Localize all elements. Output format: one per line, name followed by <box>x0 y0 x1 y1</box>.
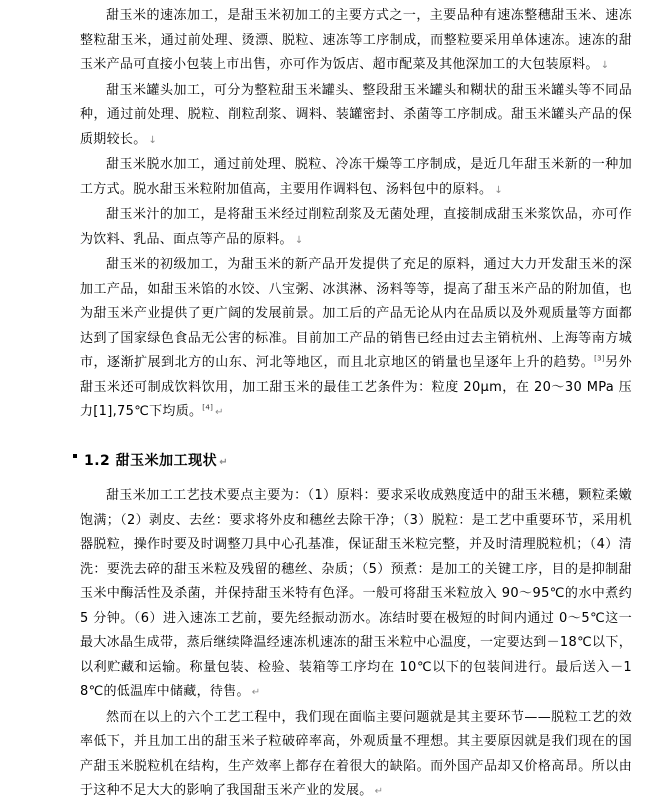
paragraph-process-points <box>80 484 632 706</box>
section-status <box>80 484 632 801</box>
citation-ref: [4] <box>202 403 214 412</box>
section-intro <box>80 4 632 426</box>
section-heading <box>84 449 228 475</box>
paragraph-mark: ↓ <box>148 134 158 146</box>
heading-text: 1.2 甜玉米加工现状 <box>84 453 218 469</box>
citation-ref: [3] <box>594 354 605 363</box>
paragraph-mark: ↵ <box>215 407 224 418</box>
paragraph-canning <box>80 79 632 154</box>
paragraph-text: 甜玉米脱水加工，通过前处理、脱粒、冷冻干燥等工序制成，是近几年甜玉米新的一种加工方式。脱水甜玉米粒附加值高，主要用作调料包、汤料包中的原料。 <box>80 157 632 197</box>
paragraph-text: 甜玉米加工工艺技术要点主要为：（1）原料：要求采收成熟度适中的甜玉米穗，颗粒柔嫩饱满；（2）剥皮、去丝：要求将外皮和穗丝去除干净；（3）脱粒：是工艺中重要环节，采用机器脱粒，操作时要及时调整刀具中心孔基准，保证甜玉米粒完整，并及时清理脱粒机；（4）清洗：要洗去碎的甜玉米粒及残留的穗丝、杂质；（5）预煮：是加工的关键工序，目的是抑制甜玉米中酶活性及杀菌，并保持甜玉米特有色泽。一般可将甜玉米粒放入 90～95℃的水中煮约 5 分钟。（6）进入速冻工艺前，要先经振动沥水。冻结时要在极短的时间内通过 0～5℃这一最大冰晶生成带，蒸后继续降温经速冻机速冻的甜玉米粒中心温度，一定要达到－18℃以下，以利贮藏和运输。称量包装、检验、装箱等工序均在 10℃以下的包装间进行。最后送入－18℃的低温库中储藏，待售。 <box>80 488 632 699</box>
paragraph-text: 另外甜玉米还可制成饮料饮用，加工甜玉米的最佳工艺条件为：粒度 20μm，在 20～30 MPa 压力[1],75℃下均质。 <box>80 355 632 419</box>
paragraph-mark: ↵ <box>374 786 384 797</box>
paragraph-mark: ↓ <box>600 60 610 71</box>
paragraph-text: 甜玉米的初级加工，为甜玉米的新产品开发提供了充足的原料，通过大力开发甜玉米的深加工产品，如甜玉米馅的水饺、八宝粥、冰淇淋、汤料等等，提高了甜玉米产品的附加值，也为甜玉米产业提供了更广阔的发展前景。加工后的产品无论从内在品质以及外观质量等方面都达到了国家绿色食品无公害的标准。目前加工产品的销售已经由过去主销杭州、上海等南方城市，逐渐扩展到北方的山东、河北等地区，而且北京地区的销量也呈逐年上升的趋势。 <box>80 257 632 370</box>
paragraph-text: 甜玉米的速冻加工，是甜玉米初加工的主要方式之一，主要品种有速冻整穗甜玉米、速冻整粒甜玉米，通过前处理、烫漂、脱粒、速冻等工序制成，而整粒要采用单体速冻。速冻的甜玉米产品可直接小包装上市出售，亦可作为饭店、超市配菜及其他深加工的大包装原料。 <box>80 8 632 72</box>
paragraph-mark: ↵ <box>219 457 229 468</box>
paragraph-quick-freeze <box>80 4 632 79</box>
paragraph-juice <box>80 203 632 253</box>
paragraph-mark: ↵ <box>251 687 261 698</box>
paragraph-text: 甜玉米汁的加工，是将甜玉米经过削粒刮浆及无菌处理，直接制成甜玉米浆饮品，亦可作为饮料、乳品、面点等产品的原料。 <box>80 207 632 247</box>
paragraph-dehydration <box>80 153 632 203</box>
paragraph-text: 然而在以上的六个工艺工程中，我们现在面临主要问题就是其主要环节——脱粒工艺的效率低下，并且加工出的甜玉米子粒破碎率高，外观质量不理想。其主要原因就是我们现在的国产甜玉米脱粒机在结构，生产效率上都存在着很大的缺陷。而外国产品却又价格高昂。所以由于这种不足大大的影响了我国甜玉米产业的发展。 <box>80 709 632 798</box>
paragraph-text: 甜玉米罐头加工，可分为整粒甜玉米罐头、整段甜玉米罐头和糊状的甜玉米罐头等不同品种，通过前处理、脱粒、削粒刮浆、调料、装罐密封、杀菌等工序制成。甜玉米罐头产品的保质期较长。 <box>80 82 632 147</box>
paragraph-mark: ↓ <box>494 184 503 196</box>
paragraph-primary-processing <box>80 253 632 426</box>
heading-bullet-marker <box>73 454 77 458</box>
paragraph-problems <box>80 706 632 801</box>
paragraph-mark: ↓ <box>294 234 304 246</box>
